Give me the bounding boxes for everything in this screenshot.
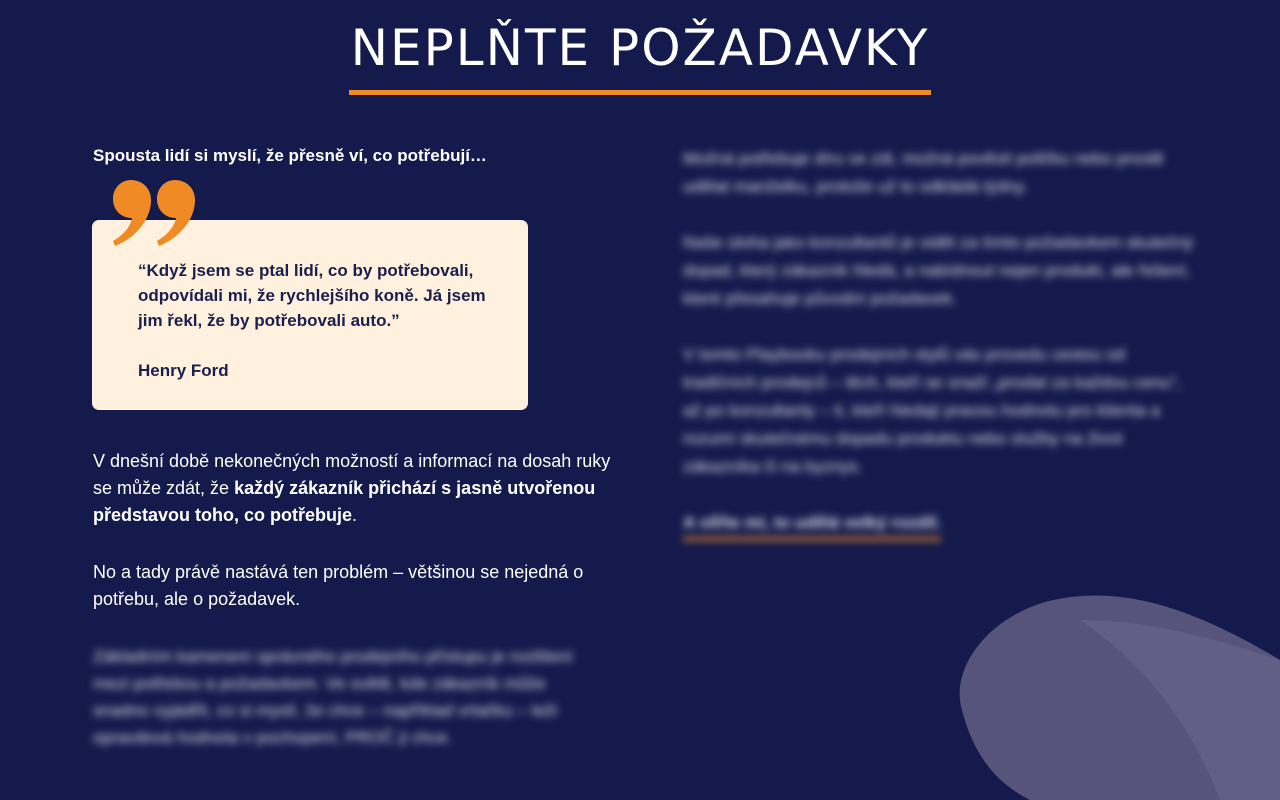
quote-author: Henry Ford [138, 361, 229, 380]
intro-text: Spousta lidí si myslí, že přesně ví, co potřebují… [93, 146, 487, 165]
right-paragraph-1: Možná potřebuje díru ve zdi, možná pověsit poličku nebo prostě udělat manželku, protože už to odkládá týdny. [683, 149, 1164, 196]
right-column-blurred [683, 145, 1203, 569]
right-paragraph-4 [683, 509, 1203, 541]
paragraph-options-start: V dnešní době nekonečných možností a informací na dosah ruky se může zdát, že [93, 451, 611, 498]
paragraph-options-highlight: každý zákazník přichází s jasně utvořenou představou toho, co potřebuje [93, 478, 596, 525]
right-paragraph-2: Naše úloha jako konzultantů je vidět za tímto požadavkem skutečný dopad, který zákazník hledá, a nabídnout nejen produkt, ale řešení, které přesahuje původní požadavek. [683, 233, 1194, 308]
paragraph-blurred-left: Základním kamenem správného prodejního přístupu je rozlišení mezi potřebou a požadavkem. Ve světě, kde zákazník může snadno vyjádřit, co si myslí, že chce – například vrtačku – leží opravdová hodnota v pochopení, PROČ ji chce. [93, 647, 574, 747]
page-title: NEPLŇTE POŽADAVKY [349, 16, 932, 95]
paragraph-options-end: . [352, 505, 358, 525]
paragraph-problem: No a tady právě nastává ten problém – většinou se nejedná o potřebu, ale o požadavek. [93, 562, 584, 609]
quote-mark-icon [111, 178, 197, 250]
right-paragraph-3: V tomto Playbooku prodejních stylů vás provedu cestou od tradičních prodejců – těch, kteří se snaží „prodat za každou cenu", až po konzultanty – ti, kteří hledají pravou hodnotu pro klienta a rozumí skutečnému dopadu produktu nebo služby na život zákazníka či na byznys. [683, 345, 1182, 476]
title-wrap [0, 16, 1280, 95]
paragraph-options [93, 448, 613, 529]
right-paragraph-4-text: A věřte mi, to udělá velký rozdíl. [683, 509, 941, 541]
quote-text: “Když jsem se ptal lidí, co by potřebovali, odpovídali mi, že rychlejšího koně. Já jsem jim řekl, že by potřebovali auto.” [138, 261, 486, 330]
